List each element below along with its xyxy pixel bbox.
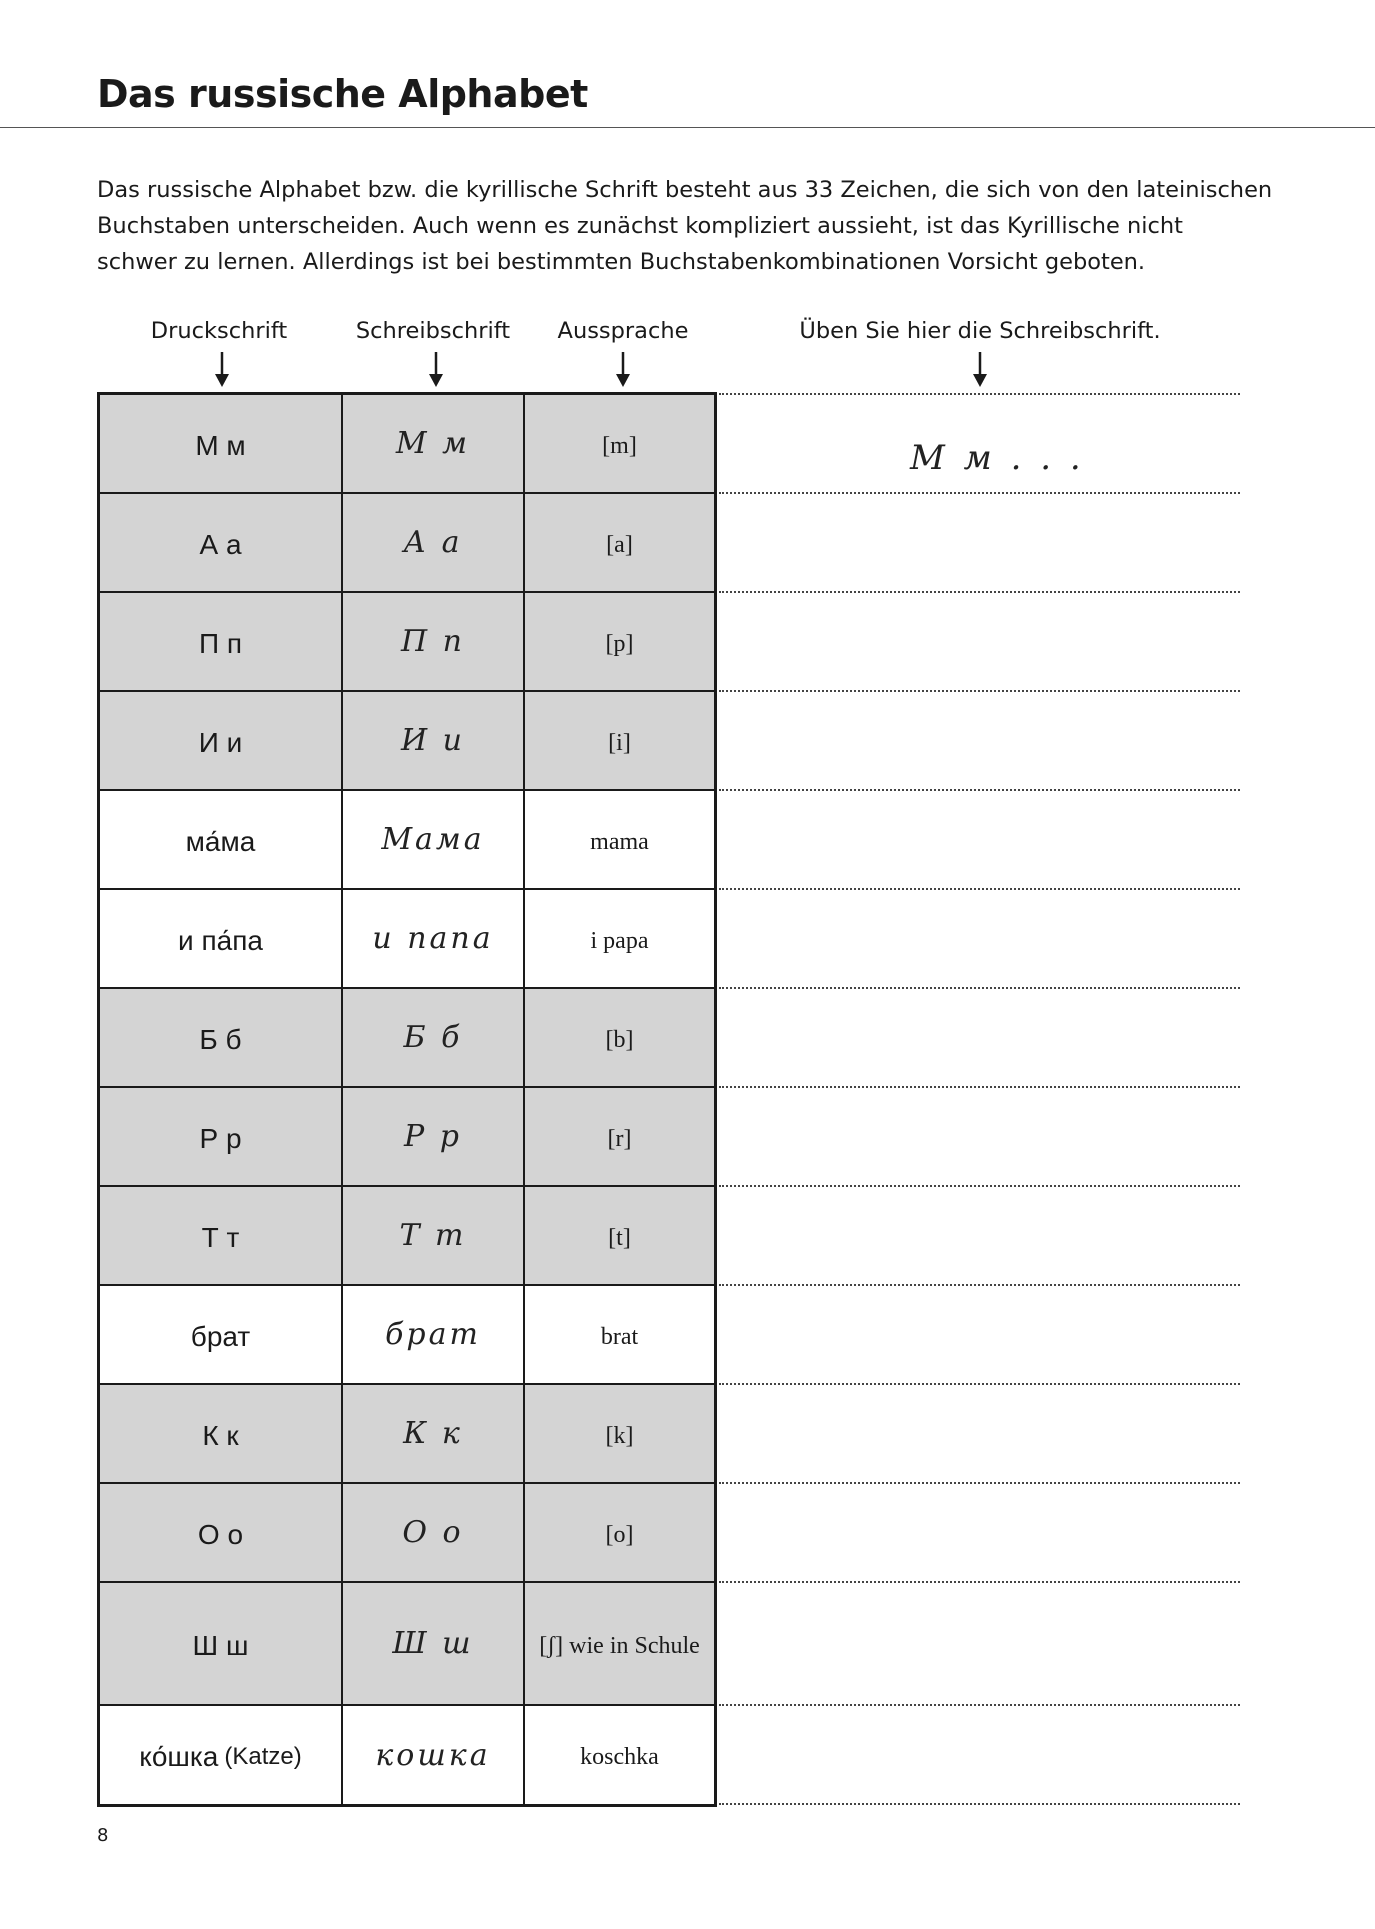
print-cell: и па́па: [100, 890, 343, 987]
pronunciation-cell: brat: [600, 1323, 639, 1350]
practice-line[interactable]: [719, 1581, 1240, 1583]
cursive-cell: кошка: [343, 1706, 525, 1804]
pronunciation-cell: [ʃ] wie in Schule: [539, 1632, 700, 1659]
print-cell: Ш ш: [100, 1583, 343, 1704]
translation-note: (Katze): [224, 1743, 302, 1770]
intro-paragraph: [97, 172, 1297, 280]
print-cell: А а: [100, 494, 343, 591]
cursive-cell: О о: [343, 1484, 525, 1581]
arrow-down-icon: [613, 352, 633, 388]
table-row: [100, 494, 714, 593]
pronunciation-cell: [r]: [607, 1125, 632, 1152]
print-cell: М м: [100, 395, 343, 492]
arrow-down-icon: [212, 352, 232, 388]
practice-line[interactable]: [719, 690, 1240, 692]
print-cell: О о: [100, 1484, 343, 1581]
cursive-cell: Мама: [343, 791, 525, 888]
pronunciation-cell: [k]: [605, 1422, 634, 1449]
cursive-cell: Р р: [343, 1088, 525, 1185]
practice-example: М м . . .: [910, 438, 1085, 478]
print-word: ко́шка: [139, 1741, 219, 1772]
pronunciation-cell: [m]: [602, 432, 637, 459]
cursive-cell: П п: [343, 593, 525, 690]
practice-line[interactable]: [719, 492, 1240, 494]
pronunciation-cell: [a]: [606, 531, 633, 558]
table-row: [100, 692, 714, 791]
practice-line[interactable]: [719, 393, 1240, 395]
practice-line[interactable]: [719, 1704, 1240, 1706]
practice-line[interactable]: [719, 888, 1240, 890]
practice-line[interactable]: [719, 1803, 1240, 1805]
table-row: [100, 1706, 714, 1804]
pronunciation-cell: [t]: [608, 1224, 631, 1251]
pronunciation-cell: [i]: [608, 729, 631, 756]
table-row: [100, 593, 714, 692]
print-cell: [100, 1706, 343, 1804]
practice-line[interactable]: [719, 987, 1240, 989]
print-cell: Т т: [100, 1187, 343, 1284]
table-row: [100, 1484, 714, 1583]
intro-line: Das russische Alphabet bzw. die kyrillische Schrift besteht aus 33 Zeichen, die sich von den lateinischen: [97, 177, 1273, 203]
pronunciation-cell: [o]: [605, 1521, 634, 1548]
intro-line: Buchstaben unterscheiden. Auch wenn es zunächst kompliziert aussieht, ist das Kyrillische nicht: [97, 213, 1183, 239]
alphabet-table: [97, 392, 717, 1807]
print-cell: Р р: [100, 1088, 343, 1185]
table-row: [100, 1286, 714, 1385]
table-row: [100, 890, 714, 989]
cursive-cell: и папа: [343, 890, 525, 987]
column-header-pronunciation: Aussprache: [557, 318, 689, 344]
table-row: [100, 1187, 714, 1286]
cursive-cell: М м: [343, 395, 525, 492]
column-header-cursive: Schreibschrift: [355, 318, 511, 344]
table-row: [100, 395, 714, 494]
cursive-cell: А а: [343, 494, 525, 591]
page-title: Das russische Alphabet: [97, 72, 588, 116]
title-divider: [0, 127, 1375, 128]
print-cell: К к: [100, 1385, 343, 1482]
cursive-cell: И и: [343, 692, 525, 789]
practice-line[interactable]: [719, 1086, 1240, 1088]
pronunciation-cell: [p]: [605, 630, 634, 657]
practice-line[interactable]: [719, 1383, 1240, 1385]
cursive-cell: Б б: [343, 989, 525, 1086]
cursive-cell: Ш ш: [343, 1583, 525, 1704]
pronunciation-cell: i papa: [590, 927, 649, 954]
pronunciation-cell: [b]: [605, 1026, 634, 1053]
cursive-cell: К к: [343, 1385, 525, 1482]
column-header-print: Druckschrift: [150, 318, 288, 344]
table-row: [100, 989, 714, 1088]
intro-line: schwer zu lernen. Allerdings ist bei bestimmten Buchstabenkombinationen Vorsicht geboten.: [97, 249, 1146, 275]
print-cell: П п: [100, 593, 343, 690]
practice-line[interactable]: [719, 789, 1240, 791]
print-cell: брат: [100, 1286, 343, 1383]
print-cell: И и: [100, 692, 343, 789]
cursive-cell: Т т: [343, 1187, 525, 1284]
practice-line[interactable]: [719, 1482, 1240, 1484]
column-header-practice: Üben Sie hier die Schreibschrift.: [799, 318, 1161, 344]
cursive-cell: брат: [343, 1286, 525, 1383]
page-number: 8: [97, 1825, 109, 1846]
print-cell: ма́ма: [100, 791, 343, 888]
arrow-down-icon: [970, 352, 990, 388]
pronunciation-cell: mama: [590, 828, 649, 855]
practice-line[interactable]: [719, 591, 1240, 593]
practice-line[interactable]: [719, 1284, 1240, 1286]
table-row: [100, 1583, 714, 1706]
table-row: [100, 791, 714, 890]
practice-line[interactable]: [719, 1185, 1240, 1187]
table-row: [100, 1088, 714, 1187]
arrow-down-icon: [426, 352, 446, 388]
table-row: [100, 1385, 714, 1484]
print-cell: Б б: [100, 989, 343, 1086]
pronunciation-cell: koschka: [580, 1744, 659, 1770]
